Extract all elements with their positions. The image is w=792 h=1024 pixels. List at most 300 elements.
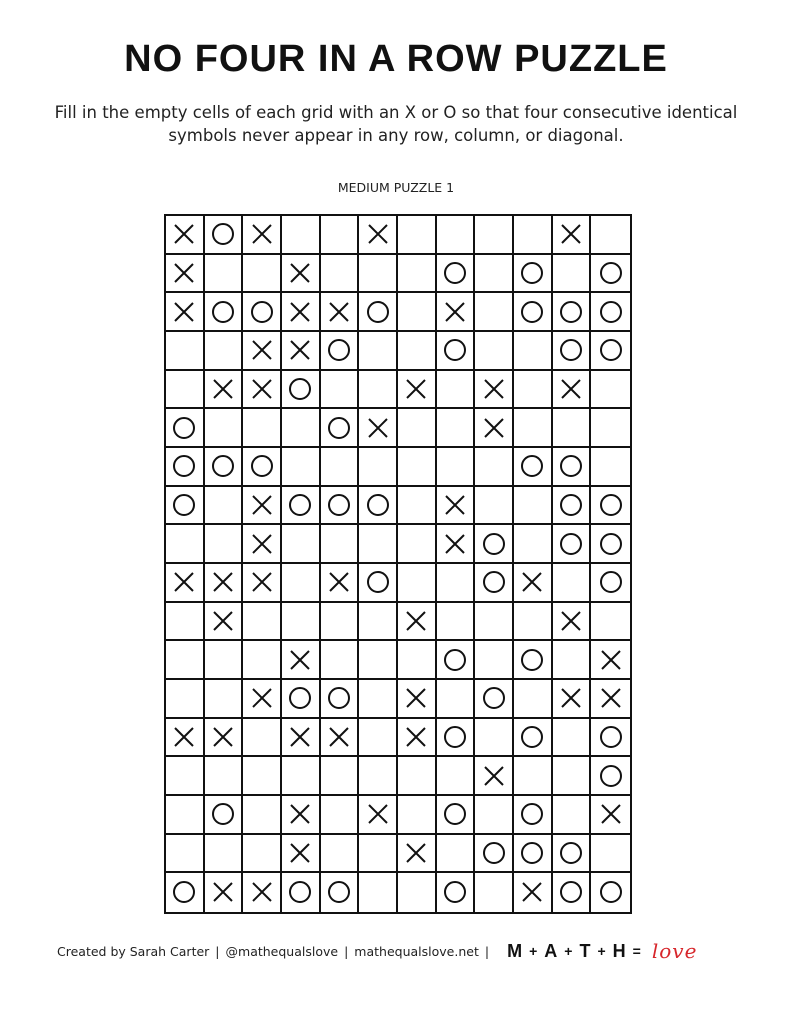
- x-mark-icon: [211, 609, 235, 633]
- grid-cell-filled: [591, 255, 630, 294]
- grid-cell-empty[interactable]: [166, 757, 205, 796]
- grid-cell-empty[interactable]: [398, 409, 437, 448]
- puzzle-grid: [164, 214, 632, 914]
- grid-cell-empty[interactable]: [553, 796, 592, 835]
- grid-cell-filled: [205, 796, 244, 835]
- grid-cell-filled: [591, 641, 630, 680]
- grid-cell-empty[interactable]: [398, 641, 437, 680]
- x-mark-icon: [172, 222, 196, 246]
- o-mark-icon: [366, 493, 390, 517]
- grid-cell-empty[interactable]: [475, 293, 514, 332]
- grid-cell-empty[interactable]: [398, 255, 437, 294]
- grid-cell-filled: [591, 332, 630, 371]
- brand-letter-m: M: [507, 940, 524, 961]
- grid-cell-filled: [475, 525, 514, 564]
- grid-cell-empty[interactable]: [437, 409, 476, 448]
- grid-cell-empty[interactable]: [398, 332, 437, 371]
- grid-cell-filled: [475, 680, 514, 719]
- footer-credit: Created by Sarah Carter: [57, 943, 210, 959]
- grid-cell-filled: [514, 448, 553, 487]
- footer: [57, 939, 697, 963]
- o-mark-icon: [599, 880, 623, 904]
- o-mark-icon: [250, 300, 274, 324]
- grid-cell-empty[interactable]: [553, 564, 592, 603]
- o-mark-icon: [211, 802, 235, 826]
- grid-cell-empty[interactable]: [282, 757, 321, 796]
- grid-cell-empty[interactable]: [475, 719, 514, 758]
- grid-cell-filled: [437, 796, 476, 835]
- grid-cell-filled: [166, 255, 205, 294]
- grid-cell-empty[interactable]: [359, 719, 398, 758]
- o-mark-icon: [443, 802, 467, 826]
- grid-cell-filled: [475, 564, 514, 603]
- grid-cell-filled: [553, 487, 592, 526]
- x-mark-icon: [172, 570, 196, 594]
- x-mark-icon: [172, 725, 196, 749]
- grid-cell-empty[interactable]: [398, 487, 437, 526]
- grid-cell-empty[interactable]: [282, 448, 321, 487]
- grid-cell-empty[interactable]: [166, 796, 205, 835]
- x-mark-icon: [211, 880, 235, 904]
- grid-cell-filled: [243, 564, 282, 603]
- grid-cell-empty[interactable]: [359, 371, 398, 410]
- x-mark-icon: [404, 725, 428, 749]
- grid-cell-filled: [591, 873, 630, 912]
- o-mark-icon: [172, 416, 196, 440]
- grid-cell-empty[interactable]: [282, 409, 321, 448]
- x-mark-icon: [443, 532, 467, 556]
- grid-cell-empty[interactable]: [475, 603, 514, 642]
- grid-cell-empty[interactable]: [475, 487, 514, 526]
- o-mark-icon: [599, 338, 623, 362]
- brand-love: love: [651, 939, 698, 963]
- grid-cell-filled: [282, 680, 321, 719]
- brand-plus: +: [529, 943, 539, 959]
- grid-cell-empty[interactable]: [553, 255, 592, 294]
- grid-cell-empty[interactable]: [553, 757, 592, 796]
- o-mark-icon: [288, 493, 312, 517]
- grid-cell-empty[interactable]: [553, 409, 592, 448]
- o-mark-icon: [520, 261, 544, 285]
- grid-cell-filled: [359, 564, 398, 603]
- grid-cell-empty[interactable]: [475, 873, 514, 912]
- grid-cell-empty[interactable]: [514, 680, 553, 719]
- grid-cell-filled: [359, 216, 398, 255]
- footer-handle: @mathequalslove: [225, 943, 339, 959]
- grid-cell-filled: [437, 719, 476, 758]
- grid-cell-filled: [475, 371, 514, 410]
- grid-cell-empty[interactable]: [205, 525, 244, 564]
- o-mark-icon: [327, 686, 351, 710]
- grid-cell-empty[interactable]: [591, 448, 630, 487]
- grid-cell-filled: [553, 293, 592, 332]
- grid-cell-empty[interactable]: [359, 873, 398, 912]
- grid-cell-filled: [359, 409, 398, 448]
- grid-cell-filled: [205, 293, 244, 332]
- grid-cell-filled: [359, 796, 398, 835]
- grid-cell-filled: [359, 293, 398, 332]
- x-mark-icon: [443, 300, 467, 324]
- o-mark-icon: [327, 493, 351, 517]
- grid-cell-empty[interactable]: [282, 603, 321, 642]
- grid-cell-empty[interactable]: [321, 448, 360, 487]
- grid-cell-empty[interactable]: [166, 680, 205, 719]
- grid-cell-filled: [321, 332, 360, 371]
- grid-cell-empty[interactable]: [359, 603, 398, 642]
- grid-cell-filled: [591, 564, 630, 603]
- grid-cell-empty[interactable]: [514, 409, 553, 448]
- x-mark-icon: [443, 493, 467, 517]
- x-mark-icon: [599, 802, 623, 826]
- grid-cell-empty[interactable]: [475, 796, 514, 835]
- grid-cell-empty[interactable]: [437, 371, 476, 410]
- grid-cell-filled: [591, 487, 630, 526]
- grid-cell-empty[interactable]: [359, 680, 398, 719]
- x-mark-icon: [366, 222, 390, 246]
- x-mark-icon: [250, 493, 274, 517]
- o-mark-icon: [559, 493, 583, 517]
- o-mark-icon: [559, 454, 583, 478]
- grid-cell-empty[interactable]: [359, 835, 398, 874]
- grid-cell-empty[interactable]: [514, 757, 553, 796]
- o-mark-icon: [172, 454, 196, 478]
- grid-cell-empty[interactable]: [166, 603, 205, 642]
- grid-cell-empty[interactable]: [166, 332, 205, 371]
- grid-cell-empty[interactable]: [321, 641, 360, 680]
- grid-cell-filled: [243, 873, 282, 912]
- grid-cell-filled: [166, 487, 205, 526]
- grid-cell-filled: [282, 332, 321, 371]
- grid-cell-filled: [282, 641, 321, 680]
- grid-cell-empty[interactable]: [205, 255, 244, 294]
- o-mark-icon: [520, 648, 544, 672]
- x-mark-icon: [288, 841, 312, 865]
- grid-cell-filled: [166, 564, 205, 603]
- grid-cell-empty[interactable]: [205, 835, 244, 874]
- x-mark-icon: [211, 725, 235, 749]
- grid-cell-filled: [398, 371, 437, 410]
- x-mark-icon: [366, 802, 390, 826]
- brand-letter-t: T: [579, 940, 592, 961]
- puzzle-label: MEDIUM PUZZLE 1: [337, 180, 455, 195]
- grid-cell-filled: [205, 564, 244, 603]
- brand-logo: [507, 939, 697, 963]
- x-mark-icon: [520, 880, 544, 904]
- grid-cell-empty[interactable]: [553, 719, 592, 758]
- o-mark-icon: [366, 300, 390, 324]
- brand-plus: +: [564, 943, 574, 959]
- o-mark-icon: [520, 454, 544, 478]
- grid-cell-filled: [437, 487, 476, 526]
- grid-cell-empty[interactable]: [243, 409, 282, 448]
- brand-letter-a: A: [544, 940, 559, 961]
- grid-cell-empty[interactable]: [205, 641, 244, 680]
- o-mark-icon: [288, 686, 312, 710]
- x-mark-icon: [250, 532, 274, 556]
- o-mark-icon: [443, 261, 467, 285]
- grid-cell-filled: [282, 487, 321, 526]
- grid-cell-empty[interactable]: [437, 564, 476, 603]
- grid-cell-filled: [321, 409, 360, 448]
- x-mark-icon: [559, 377, 583, 401]
- grid-cell-filled: [514, 719, 553, 758]
- grid-cell-filled: [282, 835, 321, 874]
- grid-cell-empty[interactable]: [243, 757, 282, 796]
- grid-cell-filled: [591, 680, 630, 719]
- grid-cell-empty[interactable]: [205, 757, 244, 796]
- grid-cell-filled: [553, 332, 592, 371]
- grid-cell-empty[interactable]: [321, 757, 360, 796]
- o-mark-icon: [559, 532, 583, 556]
- x-mark-icon: [599, 648, 623, 672]
- grid-cell-empty[interactable]: [359, 332, 398, 371]
- grid-cell-filled: [398, 719, 437, 758]
- x-mark-icon: [288, 338, 312, 362]
- x-mark-icon: [288, 261, 312, 285]
- grid-cell-empty[interactable]: [591, 371, 630, 410]
- grid-cell-empty[interactable]: [514, 603, 553, 642]
- grid-cell-empty[interactable]: [475, 448, 514, 487]
- grid-cell-filled: [205, 603, 244, 642]
- x-mark-icon: [172, 261, 196, 285]
- grid-cell-filled: [205, 216, 244, 255]
- x-mark-icon: [250, 570, 274, 594]
- x-mark-icon: [404, 841, 428, 865]
- x-mark-icon: [211, 570, 235, 594]
- grid-cell-empty[interactable]: [359, 757, 398, 796]
- grid-cell-filled: [553, 835, 592, 874]
- grid-cell-empty[interactable]: [243, 719, 282, 758]
- grid-cell-empty[interactable]: [243, 641, 282, 680]
- grid-cell-empty[interactable]: [437, 603, 476, 642]
- grid-cell-filled: [166, 873, 205, 912]
- x-mark-icon: [172, 300, 196, 324]
- grid-cell-filled: [553, 873, 592, 912]
- grid-cell-filled: [282, 293, 321, 332]
- grid-cell-filled: [243, 680, 282, 719]
- grid-cell-empty[interactable]: [591, 216, 630, 255]
- grid-cell-empty[interactable]: [205, 409, 244, 448]
- grid-cell-filled: [321, 719, 360, 758]
- grid-cell-empty[interactable]: [437, 448, 476, 487]
- grid-cell-empty[interactable]: [475, 641, 514, 680]
- grid-cell-filled: [166, 719, 205, 758]
- grid-cell-empty[interactable]: [475, 216, 514, 255]
- grid-cell-empty[interactable]: [166, 371, 205, 410]
- grid-cell-empty[interactable]: [321, 835, 360, 874]
- o-mark-icon: [520, 300, 544, 324]
- grid-cell-empty[interactable]: [243, 603, 282, 642]
- grid-cell-empty[interactable]: [475, 255, 514, 294]
- grid-cell-empty[interactable]: [166, 525, 205, 564]
- o-mark-icon: [482, 841, 506, 865]
- grid-cell-empty[interactable]: [321, 371, 360, 410]
- grid-cell-empty[interactable]: [321, 603, 360, 642]
- grid-cell-empty[interactable]: [514, 332, 553, 371]
- grid-cell-filled: [514, 641, 553, 680]
- x-mark-icon: [559, 609, 583, 633]
- grid-cell-filled: [591, 293, 630, 332]
- x-mark-icon: [250, 222, 274, 246]
- grid-cell-empty[interactable]: [166, 641, 205, 680]
- o-mark-icon: [443, 880, 467, 904]
- grid-cell-filled: [514, 835, 553, 874]
- o-mark-icon: [443, 648, 467, 672]
- grid-cell-empty[interactable]: [591, 409, 630, 448]
- grid-cell-empty[interactable]: [282, 525, 321, 564]
- grid-cell-empty[interactable]: [514, 216, 553, 255]
- grid-cell-empty[interactable]: [398, 564, 437, 603]
- grid-cell-empty[interactable]: [282, 564, 321, 603]
- grid-cell-filled: [514, 873, 553, 912]
- grid-cell-filled: [282, 719, 321, 758]
- grid-cell-empty[interactable]: [398, 757, 437, 796]
- grid-cell-empty[interactable]: [398, 796, 437, 835]
- grid-cell-filled: [321, 680, 360, 719]
- grid-cell-empty[interactable]: [205, 487, 244, 526]
- o-mark-icon: [443, 338, 467, 362]
- grid-cell-filled: [243, 371, 282, 410]
- grid-cell-empty[interactable]: [398, 525, 437, 564]
- grid-cell-filled: [437, 873, 476, 912]
- o-mark-icon: [559, 880, 583, 904]
- brand-equals: =: [632, 943, 642, 959]
- o-mark-icon: [327, 338, 351, 362]
- grid-cell-filled: [243, 448, 282, 487]
- x-mark-icon: [327, 300, 351, 324]
- grid-cell-empty[interactable]: [398, 873, 437, 912]
- grid-cell-empty[interactable]: [321, 796, 360, 835]
- grid-cell-empty[interactable]: [321, 525, 360, 564]
- grid-cell-empty[interactable]: [398, 216, 437, 255]
- x-mark-icon: [404, 377, 428, 401]
- o-mark-icon: [211, 222, 235, 246]
- o-mark-icon: [599, 261, 623, 285]
- grid-cell-empty[interactable]: [514, 525, 553, 564]
- o-mark-icon: [559, 338, 583, 362]
- o-mark-icon: [559, 300, 583, 324]
- o-mark-icon: [211, 454, 235, 478]
- o-mark-icon: [599, 570, 623, 594]
- footer-separator: |: [484, 943, 490, 959]
- grid-cell-filled: [398, 680, 437, 719]
- grid-cell-filled: [553, 448, 592, 487]
- grid-cell-filled: [437, 525, 476, 564]
- grid-cell-empty[interactable]: [243, 835, 282, 874]
- grid-cell-empty[interactable]: [359, 255, 398, 294]
- o-mark-icon: [520, 725, 544, 749]
- grid-cell-filled: [398, 835, 437, 874]
- o-mark-icon: [599, 300, 623, 324]
- footer-separator: |: [344, 943, 349, 959]
- grid-cell-filled: [321, 873, 360, 912]
- grid-cell-filled: [553, 680, 592, 719]
- grid-cell-filled: [553, 525, 592, 564]
- o-mark-icon: [520, 841, 544, 865]
- x-mark-icon: [288, 725, 312, 749]
- x-mark-icon: [404, 609, 428, 633]
- grid-cell-empty[interactable]: [398, 293, 437, 332]
- grid-cell-empty[interactable]: [514, 371, 553, 410]
- grid-cell-empty[interactable]: [359, 525, 398, 564]
- grid-cell-filled: [243, 332, 282, 371]
- grid-cell-filled: [437, 255, 476, 294]
- o-mark-icon: [443, 725, 467, 749]
- grid-cell-filled: [282, 796, 321, 835]
- x-mark-icon: [482, 377, 506, 401]
- grid-cell-empty[interactable]: [514, 487, 553, 526]
- x-mark-icon: [482, 764, 506, 788]
- grid-cell-filled: [282, 371, 321, 410]
- grid-cell-empty[interactable]: [437, 835, 476, 874]
- brand-plus: +: [597, 943, 607, 959]
- o-mark-icon: [482, 570, 506, 594]
- grid-cell-empty[interactable]: [591, 835, 630, 874]
- x-mark-icon: [288, 802, 312, 826]
- grid-cell-filled: [437, 332, 476, 371]
- grid-cell-empty[interactable]: [321, 255, 360, 294]
- grid-cell-empty[interactable]: [205, 332, 244, 371]
- x-mark-icon: [288, 648, 312, 672]
- grid-cell-empty[interactable]: [591, 603, 630, 642]
- grid-cell-empty[interactable]: [166, 835, 205, 874]
- grid-cell-filled: [282, 873, 321, 912]
- o-mark-icon: [288, 377, 312, 401]
- grid-cell-empty[interactable]: [205, 680, 244, 719]
- grid-cell-empty[interactable]: [437, 680, 476, 719]
- grid-cell-filled: [437, 641, 476, 680]
- grid-cell-filled: [591, 757, 630, 796]
- grid-cell-filled: [282, 255, 321, 294]
- grid-cell-filled: [359, 487, 398, 526]
- grid-cell-empty[interactable]: [398, 448, 437, 487]
- grid-cell-empty[interactable]: [359, 641, 398, 680]
- grid-cell-empty[interactable]: [437, 757, 476, 796]
- grid-cell-empty[interactable]: [475, 332, 514, 371]
- o-mark-icon: [482, 532, 506, 556]
- grid-cell-empty[interactable]: [321, 216, 360, 255]
- x-mark-icon: [327, 725, 351, 749]
- instructions-text: Fill in the empty cells of each grid with an X or O so that four consecutive identical symbols never appear in any row, column, or diagonal.: [54, 103, 738, 145]
- o-mark-icon: [327, 416, 351, 440]
- x-mark-icon: [288, 300, 312, 324]
- o-mark-icon: [250, 454, 274, 478]
- grid-cell-filled: [205, 873, 244, 912]
- grid-cell-filled: [321, 564, 360, 603]
- grid-cell-empty[interactable]: [437, 216, 476, 255]
- footer-separator: |: [215, 943, 220, 959]
- grid-cell-filled: [205, 448, 244, 487]
- grid-cell-filled: [166, 409, 205, 448]
- grid-cell-filled: [166, 216, 205, 255]
- o-mark-icon: [599, 764, 623, 788]
- o-mark-icon: [599, 493, 623, 517]
- grid-cell-empty[interactable]: [243, 255, 282, 294]
- x-mark-icon: [599, 686, 623, 710]
- grid-cell-filled: [514, 796, 553, 835]
- grid-cell-empty[interactable]: [359, 448, 398, 487]
- o-mark-icon: [172, 880, 196, 904]
- grid-cell-empty[interactable]: [282, 216, 321, 255]
- grid-cell-filled: [591, 796, 630, 835]
- x-mark-icon: [559, 222, 583, 246]
- o-mark-icon: [599, 725, 623, 749]
- o-mark-icon: [559, 841, 583, 865]
- grid-cell-filled: [553, 216, 592, 255]
- grid-cell-empty[interactable]: [553, 641, 592, 680]
- x-mark-icon: [520, 570, 544, 594]
- grid-cell-empty[interactable]: [243, 796, 282, 835]
